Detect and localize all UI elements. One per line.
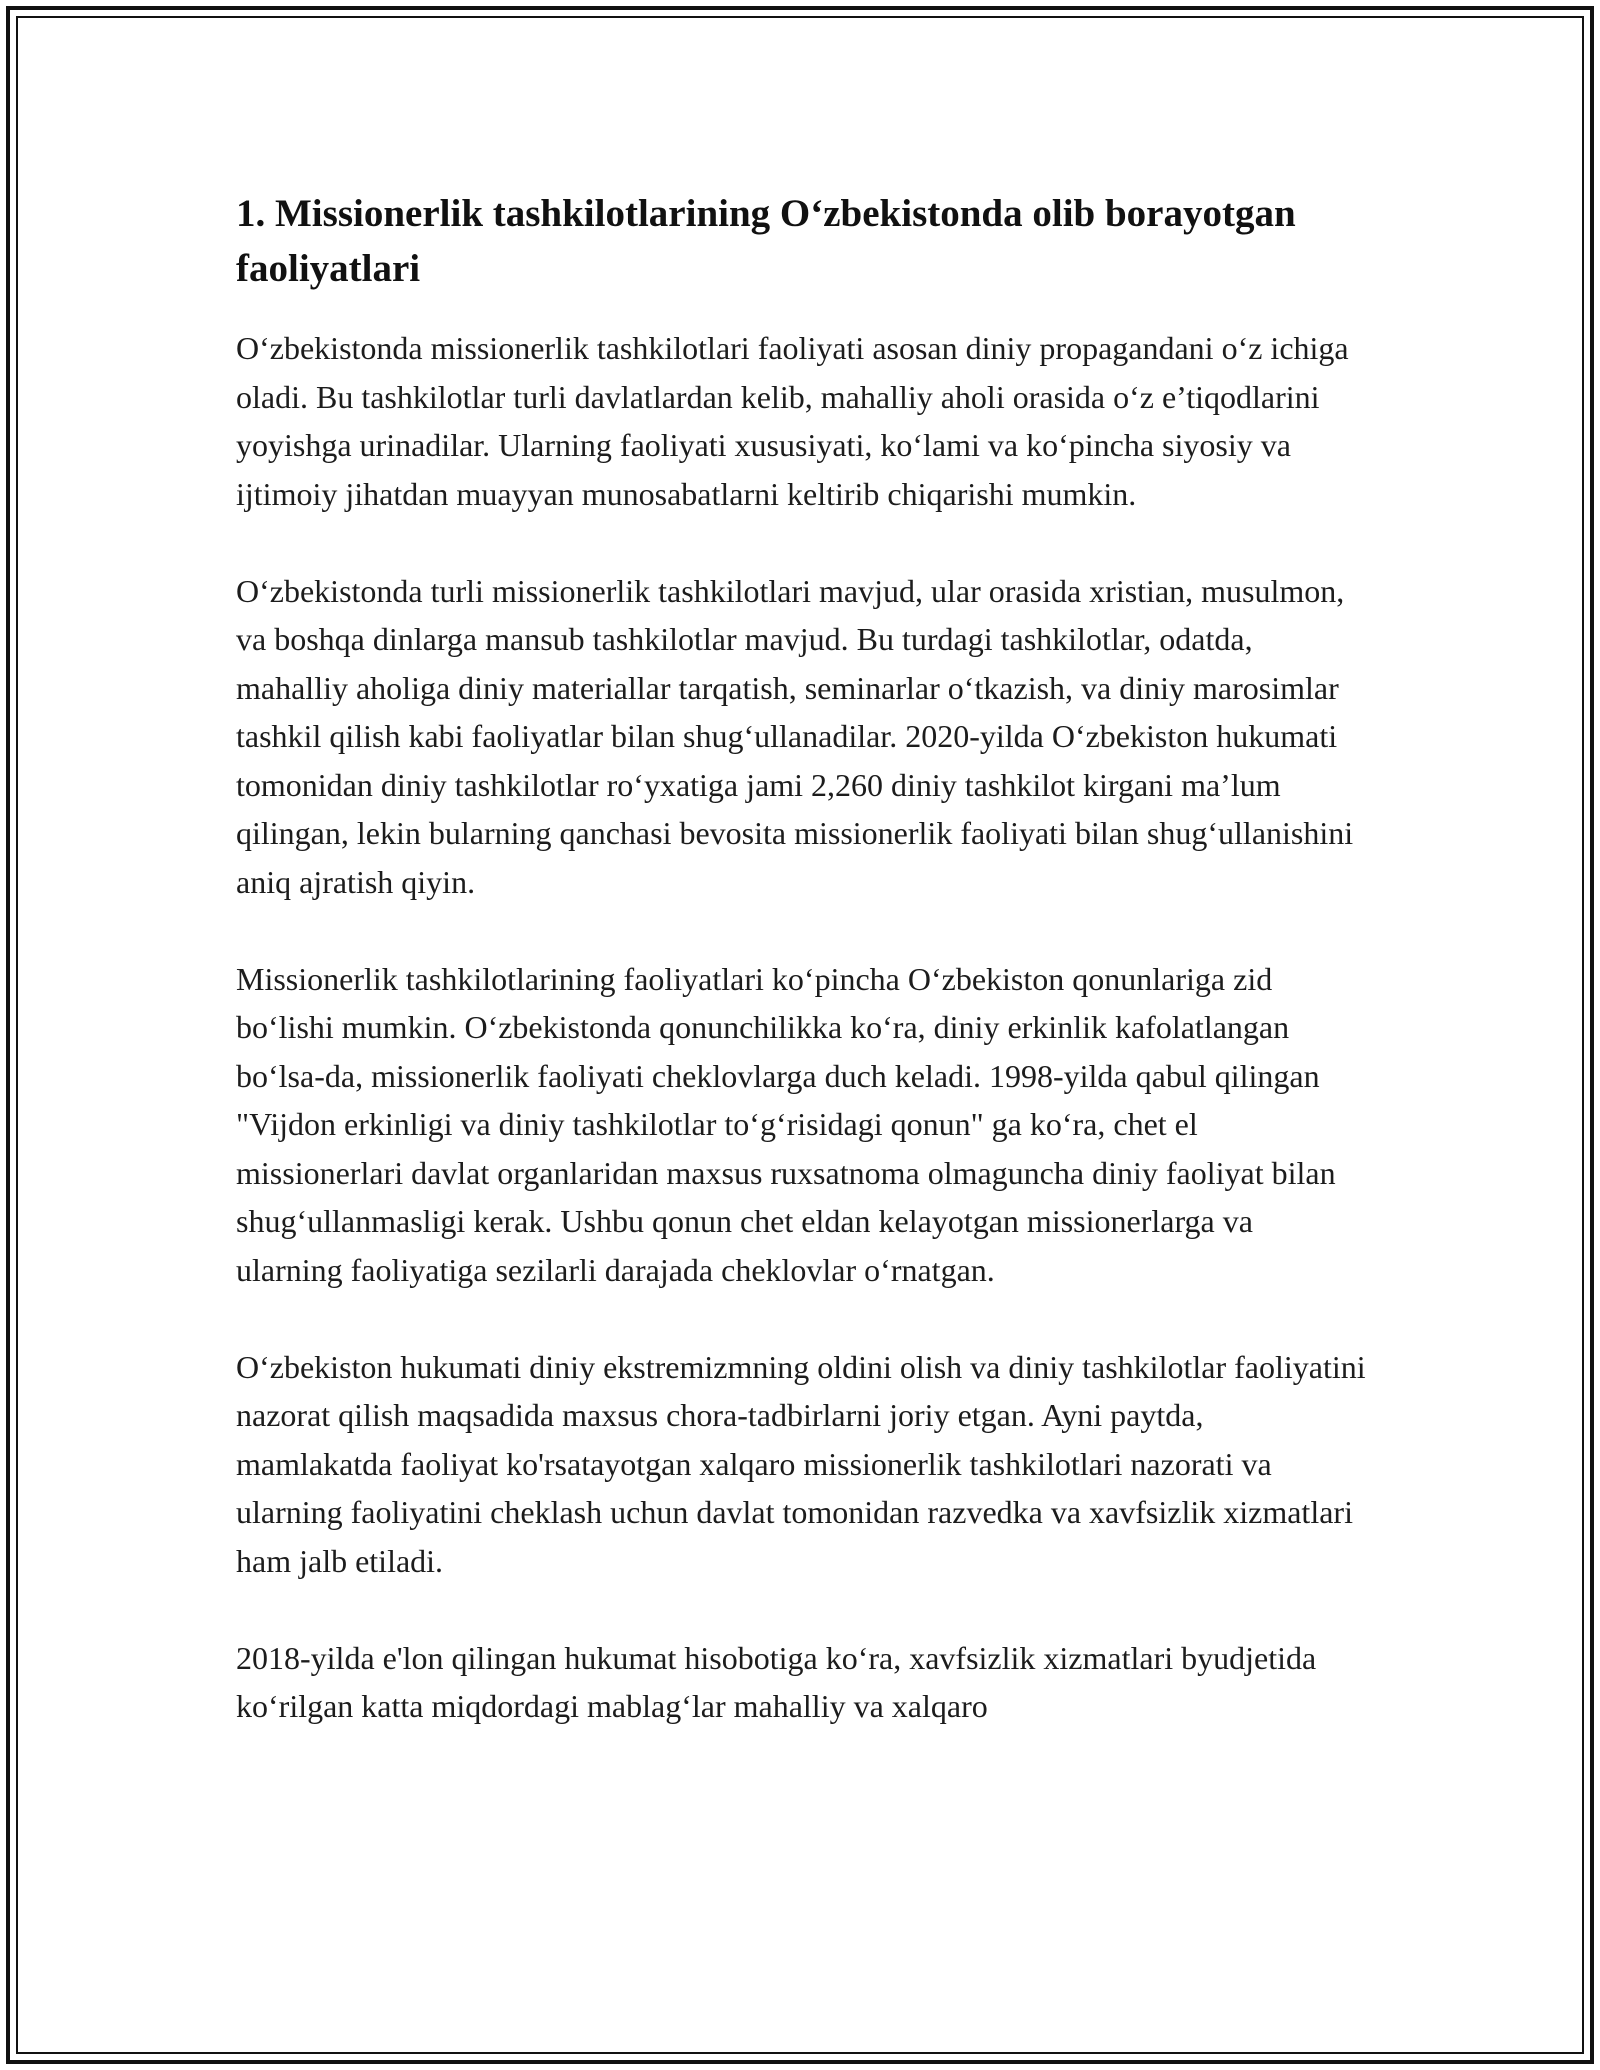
section-heading: 1. Missionerlik tashkilotlarining O‘zbekistonda olib borayotgan faoliyatlari — [236, 192, 1296, 290]
document-page — [236, 186, 1366, 1779]
paragraph-3: Missionerlik tashkilotlarining faoliyatlari ko‘pincha O‘zbekiston qonunlariga zid bo‘lishi mumkin. O‘zbekistonda qonunchilikka ko‘ra, diniy erkinlik kafolatlangan bo‘lsa-da, missionerlik faoliyati cheklovlarga duch keladi. 1998-yilda qabul qilingan "Vijdon erkinligi va diniy tashkilotlar to‘g‘risidagi qonun" ga ko‘ra, chet el missionerlari davlat organlaridan maxsus ruxsatnoma olmaguncha diniy faoliyat bilan shug‘ullanmasligi kerak. Ushbu qonun chet eldan kelayotgan missionerlarga va ularning faoliyatiga sezilarli darajada cheklovlar o‘rnatgan. — [236, 960, 1336, 1288]
paragraph-2: O‘zbekistonda turli missionerlik tashkilotlari mavjud, ular orasida xristian, musulmon, va boshqa dinlarga mansub tashkilotlar mavjud. Bu turdagi tashkilotlar, odatda, mahalliy aholiga diniy materiallar tarqatish, seminarlar o‘tkazish, va diniy marosimlar tashkil qilish kabi faoliyatlar bilan shug‘ullanadilar. 2020-yilda O‘zbekiston hukumati tomonidan diniy tashkilotlar ro‘yxatiga jami 2,260 diniy tashkilot kirgani ma’lum qilingan, lekin bularning qanchasi bevosita missionerlik faoliyati bilan shug‘ullanishini aniq ajratish qiyin. — [236, 572, 1354, 900]
paragraph-4: O‘zbekiston hukumati diniy ekstremizmning oldini olish va diniy tashkilotlar faoliyatini nazorat qilish maqsadida maxsus chora-tadbirlarni joriy etgan. Ayni paytda, mamlakatda faoliyat ko'rsatayotgan xalqaro missionerlik tashkilotlari nazorati va ularning faoliyatini cheklash uchun davlat tomonidan razvedka va xavfsizlik xizmatlari ham jalb etiladi. — [236, 1348, 1366, 1579]
paragraph-1: O‘zbekistonda missionerlik tashkilotlari faoliyati asosan diniy propagandani o‘z ichiga oladi. Bu tashkilotlar turli davlatlardan kelib, mahalliy aholi orasida o‘z e’tiqodlarini yoyishga urinadilar. Ularning faoliyati xususiyati, ko‘lami va ko‘pincha siyosiy va ijtimoiy jihatdan muayyan munosabatlarni keltirib chiqarishi mumkin. — [236, 330, 1349, 512]
paragraph-5: 2018-yilda e'lon qilingan hukumat hisobotiga ko‘ra, xavfsizlik xizmatlari byudjetida ko‘rilgan katta miqdordagi mablag‘lar mahalliy va xalqaro — [236, 1639, 1317, 1724]
